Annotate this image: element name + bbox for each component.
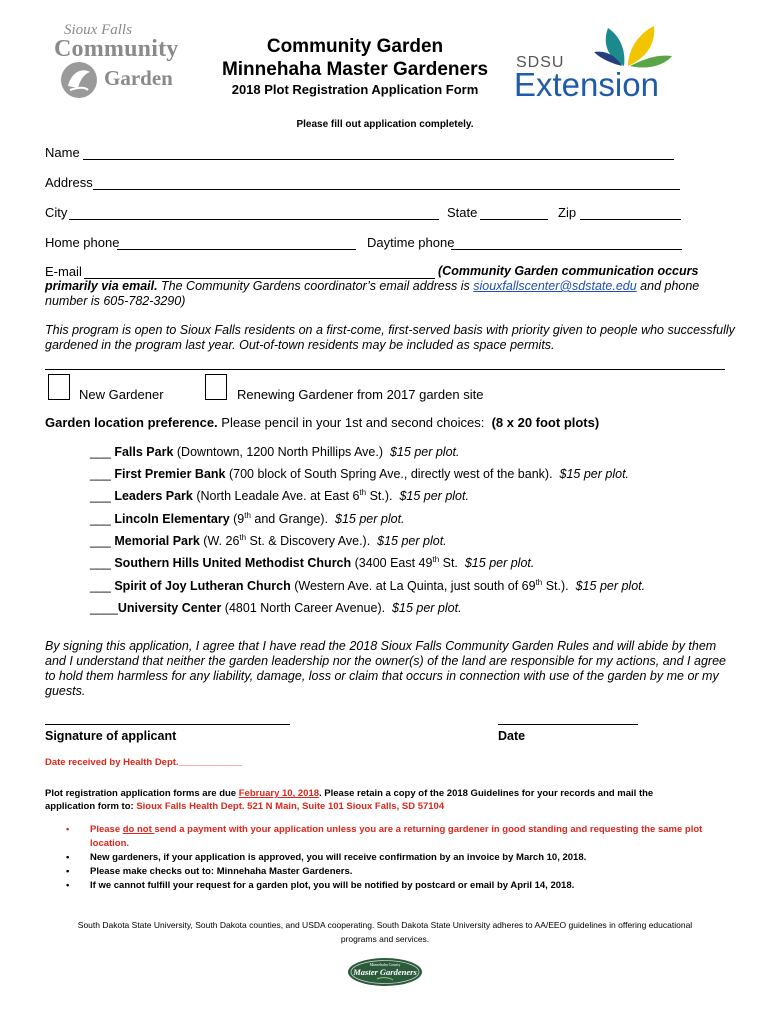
address-label: Address — [45, 175, 93, 190]
plot-desc: (Western Ave. at La Quinta, just south of 69 — [290, 579, 536, 593]
sdsu-leaves-icon — [588, 22, 672, 68]
email-note-text: The Community Gardens coordinator’s email address is — [157, 279, 474, 293]
email-note-end: and phone — [636, 279, 700, 293]
name-label: Name — [45, 145, 80, 160]
new-gardener-label: New Gardener — [79, 387, 164, 402]
plot-desc-end: St.). — [366, 489, 393, 503]
plot-name: First Premier Bank — [114, 467, 226, 481]
mail-to-label: application form to: — [45, 801, 137, 812]
plot-desc-end: St. & Discovery Ave.). — [246, 534, 371, 548]
plot-name: University Center — [117, 601, 222, 615]
renewing-gardener-label: Renewing Gardener from 2017 garden site — [237, 387, 484, 402]
list-item: • New gardeners, if your application is approved, you will receive confirmation by an invoice by March 10, 2018. — [66, 851, 726, 865]
ordinal-suffix: th — [535, 577, 543, 587]
plot-choice-blank[interactable]: ___ — [90, 467, 115, 481]
plot-name: Falls Park — [114, 445, 174, 459]
ordinal-suffix: th — [432, 554, 440, 564]
date-label: Date — [498, 729, 526, 743]
logo-text-garden: Garden — [104, 66, 173, 90]
footer-logo-big-text: Master Gardeners — [353, 967, 417, 977]
page-title: Community Garden — [266, 36, 444, 57]
logo-text-community: Community — [54, 36, 179, 62]
signature-line[interactable] — [45, 724, 290, 725]
plot-desc: (700 block of South Spring Ave., directly west of the bank). — [225, 467, 553, 481]
plot-name: Southern Hills United Methodist Church — [114, 556, 352, 570]
list-item — [66, 823, 726, 851]
plot-memorial-park[interactable] — [90, 534, 447, 548]
list-item: • Please make checks out to: Minnehaha Master Gardeners. — [66, 865, 726, 879]
sdsu-text: SDSU — [516, 54, 565, 71]
ordinal-suffix: th — [244, 510, 251, 520]
due-date: February 10, 2018 — [238, 788, 320, 799]
plot-desc: (North Leadale Ave. at East 6 — [192, 489, 360, 503]
new-gardener-checkbox[interactable] — [48, 374, 70, 400]
email-note-bold: primarily via email. — [45, 279, 158, 293]
plot-desc: (Downtown, 1200 North Phillips Ave.) — [173, 445, 384, 459]
plot-name: Lincoln Elementary — [114, 512, 230, 526]
leaf-hand-icon — [58, 60, 100, 100]
home-phone-field[interactable] — [117, 249, 356, 250]
garden-preference — [45, 415, 599, 430]
plot-desc-end: and Grange). — [250, 512, 329, 526]
plot-choice-blank[interactable]: ___ — [90, 489, 115, 503]
plot-southern-hills[interactable] — [90, 556, 534, 570]
bullet-emphasis: do not — [122, 824, 155, 835]
notes-list — [66, 823, 726, 893]
plot-price: $15 per plot. — [464, 556, 535, 570]
plot-name: Memorial Park — [114, 534, 200, 548]
master-gardeners-logo — [347, 957, 423, 987]
zip-label: Zip — [558, 205, 577, 220]
health-dept-received: Date received by Health Dept.____________ — [45, 757, 242, 768]
plot-desc: (W. 26 — [199, 534, 240, 548]
logo-text-sioux-falls: Sioux Falls — [64, 22, 132, 38]
city-label: City — [45, 205, 68, 220]
plot-price: $15 per plot. — [377, 534, 447, 548]
email-label: E-mail — [45, 264, 82, 279]
plot-university-center[interactable] — [90, 601, 462, 615]
home-phone-label: Home phone — [45, 235, 120, 250]
plot-lincoln-elementary[interactable] — [90, 512, 405, 526]
plot-price: $15 per plot. — [559, 467, 630, 481]
preference-label: Garden location preference. — [45, 415, 218, 430]
plot-choice-blank[interactable]: ___ — [90, 579, 115, 593]
plot-desc: (3400 East 49 — [351, 556, 433, 570]
plot-name: Leaders Park — [114, 489, 193, 503]
ordinal-suffix: th — [359, 487, 367, 497]
preference-text: Please pencil in your 1st and second choices: — [217, 415, 485, 430]
plot-choice-blank[interactable]: ___ — [90, 534, 115, 548]
date-line[interactable] — [498, 724, 638, 725]
agreement-text: By signing this application, I agree that I have read the 2018 Sioux Falls Community Garden Rules and will abide by them and I understand that neither the garden leadership nor the owner(s) of the land are responsible for my actions, and I agree to hold them harmless for any liability, damage, loss or claim that occurs in connection with use of the garden by me or my guests. — [45, 639, 726, 698]
email-note-heading: (Community Garden communication occurs — [438, 264, 699, 278]
due-notice — [45, 787, 735, 813]
plot-price: $15 per plot. — [389, 445, 460, 459]
plot-choice-blank[interactable]: ___ — [90, 556, 115, 570]
plot-price: $15 per plot. — [399, 489, 469, 503]
plot-choice-blank[interactable]: ____ — [90, 601, 118, 615]
plot-desc: (9 — [229, 512, 245, 526]
plot-price: $15 per plot. — [392, 601, 462, 615]
plot-price: $15 per plot. — [335, 512, 405, 526]
extension-text: Extension — [514, 66, 659, 103]
coordinator-email-link[interactable]: siouxfallscenter@sdstate.edu — [473, 279, 637, 293]
bullet-text-cont: send a payment with your application unless you are a returning gardener in good standing and requesting the same plot location. — [90, 824, 703, 849]
signature-label: Signature of applicant — [45, 729, 177, 743]
divider — [45, 369, 725, 370]
plot-leaders-park[interactable] — [90, 489, 469, 503]
state-field[interactable] — [480, 219, 548, 220]
name-field[interactable] — [83, 159, 674, 160]
program-note: This program is open to Sioux Falls residents on a first-come, first-served basis with priority given to people who successfully gardened in the program last year. Out-of-town residents may be included as space permits. — [45, 323, 735, 352]
email-note-phone: number is 605-782-3290) — [45, 294, 186, 308]
daytime-phone-field[interactable] — [451, 249, 682, 250]
state-label: State — [447, 205, 478, 220]
address-field[interactable] — [93, 189, 680, 190]
list-item: • If we cannot fulfill your request for a garden plot, you will be notified by postcard or email by April 14, 2018. — [66, 879, 726, 893]
city-field[interactable] — [69, 219, 439, 220]
renewing-gardener-checkbox[interactable] — [205, 374, 227, 400]
footer-logo-small-text: Minnehaha County — [369, 962, 401, 967]
instruction: Please fill out application completely. — [296, 119, 474, 130]
plot-desc-end: St.). — [542, 579, 569, 593]
plot-price: $15 per plot. — [575, 579, 646, 593]
plot-name: Spirit of Joy Lutheran Church — [114, 579, 291, 593]
due-text: Plot registration application forms are due — [45, 788, 239, 799]
footer-text: South Dakota State University, South Dakota counties, and USDA cooperating. South Dakota State University adheres to AA/EEO guidelines in offering educational programs and services. — [77, 920, 693, 944]
plot-choice-blank[interactable]: ___ — [90, 445, 115, 459]
daytime-phone-label: Daytime phone — [367, 235, 455, 250]
form-title: 2018 Plot Registration Application Form — [231, 82, 479, 97]
plot-desc: (4801 North Career Avenue). — [221, 601, 386, 615]
plot-desc-end: St. — [439, 556, 458, 570]
plot-first-premier-bank[interactable] — [90, 467, 629, 481]
community-garden-logo — [48, 22, 188, 104]
plot-choice-blank[interactable]: ___ — [90, 512, 115, 526]
mail-address: Sioux Falls Health Dept. 521 N Main, Suite 101 Sioux Falls, SD 57104 — [136, 801, 445, 812]
email-note — [45, 279, 735, 309]
plot-falls-park[interactable] — [90, 445, 459, 459]
page-subtitle: Minnehaha Master Gardeners — [221, 59, 489, 80]
plot-size: (8 x 20 foot plots) — [491, 415, 600, 430]
ordinal-suffix: th — [239, 532, 247, 542]
due-text-cont: . Please retain a copy of the 2018 Guidelines for your records and mail the — [319, 788, 654, 799]
bullet-text: Please — [90, 824, 123, 835]
plot-spirit-of-joy[interactable] — [90, 579, 645, 593]
zip-field[interactable] — [580, 219, 681, 220]
